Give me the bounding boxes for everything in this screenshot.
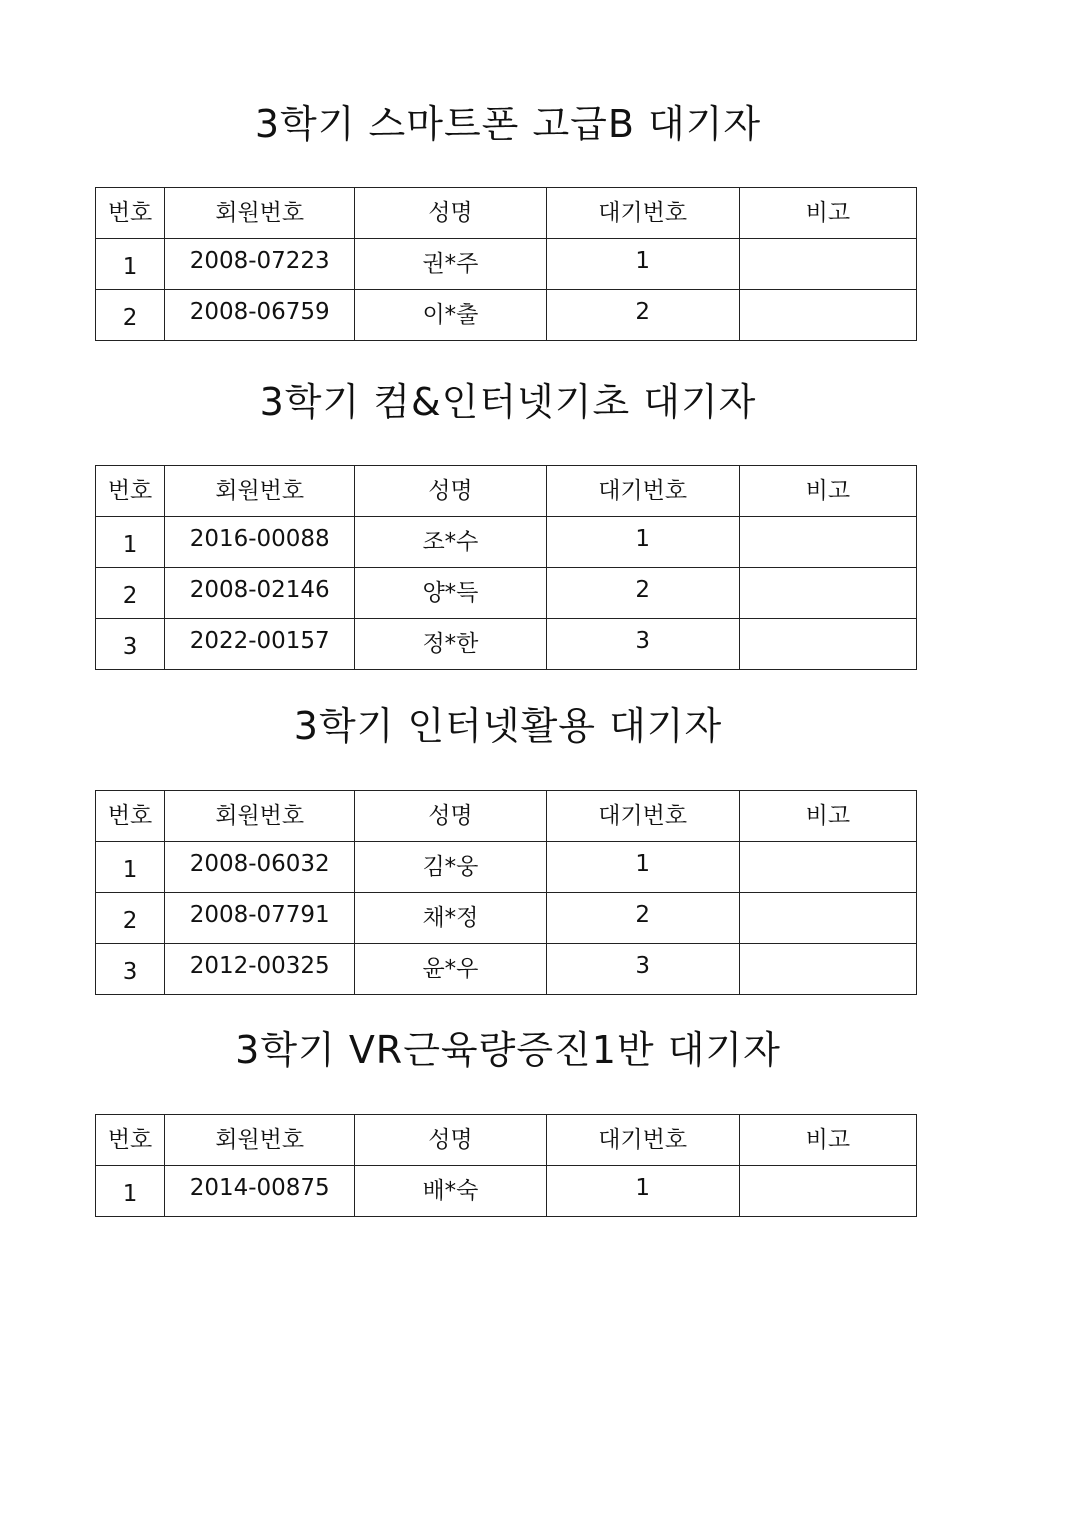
cell-name: 윤*우 (355, 944, 546, 995)
table-row (96, 893, 917, 944)
header-name: 성명 (355, 466, 546, 517)
cell-member-id: 2012-00325 (165, 944, 355, 995)
section-title: 3학기 인터넷활용 대기자 (293, 704, 723, 748)
table-row (96, 619, 917, 670)
cell-name: 배*숙 (355, 1166, 546, 1217)
header-member-id: 회원번호 (165, 466, 355, 517)
header-name: 성명 (355, 1115, 546, 1166)
header-note: 비고 (739, 1115, 916, 1166)
cell-member-id: 2008-06759 (165, 290, 355, 341)
cell-no: 1 (96, 842, 165, 893)
cell-note (739, 842, 916, 893)
table-row (96, 568, 917, 619)
cell-member-id: 2022-00157 (165, 619, 355, 670)
cell-no: 1 (96, 1166, 165, 1217)
cell-member-id: 2014-00875 (165, 1166, 355, 1217)
section-title: 3학기 스마트폰 고급B 대기자 (254, 102, 762, 146)
cell-wait-no: 2 (546, 893, 739, 944)
table-row (96, 944, 917, 995)
header-member-id: 회원번호 (165, 791, 355, 842)
cell-name: 이*출 (355, 290, 546, 341)
cell-no: 1 (96, 239, 165, 290)
table-header-row (96, 188, 917, 239)
header-note: 비고 (739, 791, 916, 842)
header-wait-no: 대기번호 (546, 791, 739, 842)
header-name: 성명 (355, 188, 546, 239)
waitlist-table (95, 465, 917, 670)
cell-wait-no: 1 (546, 239, 739, 290)
header-no: 번호 (96, 1115, 165, 1166)
header-name: 성명 (355, 791, 546, 842)
cell-member-id: 2008-07791 (165, 893, 355, 944)
cell-note (739, 1166, 916, 1217)
waitlist-table (95, 790, 917, 995)
cell-name: 양*득 (355, 568, 546, 619)
table-row (96, 290, 917, 341)
cell-no: 2 (96, 893, 165, 944)
cell-no: 3 (96, 619, 165, 670)
section-title: 3학기 컴&인터넷기초 대기자 (259, 380, 757, 424)
table-header-row (96, 1115, 917, 1166)
cell-note (739, 893, 916, 944)
header-note: 비고 (739, 188, 916, 239)
header-member-id: 회원번호 (165, 1115, 355, 1166)
cell-no: 1 (96, 517, 165, 568)
header-no: 번호 (96, 791, 165, 842)
cell-note (739, 290, 916, 341)
table-row (96, 842, 917, 893)
cell-name: 권*주 (355, 239, 546, 290)
header-wait-no: 대기번호 (546, 1115, 739, 1166)
cell-name: 김*웅 (355, 842, 546, 893)
cell-wait-no: 3 (546, 619, 739, 670)
cell-note (739, 517, 916, 568)
header-member-id: 회원번호 (165, 188, 355, 239)
cell-wait-no: 2 (546, 290, 739, 341)
cell-member-id: 2008-06032 (165, 842, 355, 893)
header-wait-no: 대기번호 (546, 466, 739, 517)
cell-member-id: 2008-02146 (165, 568, 355, 619)
cell-no: 2 (96, 290, 165, 341)
cell-wait-no: 3 (546, 944, 739, 995)
cell-name: 채*정 (355, 893, 546, 944)
cell-member-id: 2016-00088 (165, 517, 355, 568)
header-wait-no: 대기번호 (546, 188, 739, 239)
header-no: 번호 (96, 466, 165, 517)
table-header-row (96, 791, 917, 842)
cell-wait-no: 1 (546, 517, 739, 568)
cell-wait-no: 1 (546, 842, 739, 893)
header-note: 비고 (739, 466, 916, 517)
table-row (96, 239, 917, 290)
waitlist-table (95, 1114, 917, 1217)
cell-note (739, 568, 916, 619)
cell-no: 2 (96, 568, 165, 619)
table-row (96, 517, 917, 568)
cell-name: 정*한 (355, 619, 546, 670)
section-title: 3학기 VR근육량증진1반 대기자 (235, 1028, 781, 1072)
cell-note (739, 944, 916, 995)
table-row (96, 1166, 917, 1217)
cell-note (739, 239, 916, 290)
cell-wait-no: 1 (546, 1166, 739, 1217)
cell-member-id: 2008-07223 (165, 239, 355, 290)
table-header-row (96, 466, 917, 517)
cell-wait-no: 2 (546, 568, 739, 619)
cell-name: 조*수 (355, 517, 546, 568)
cell-note (739, 619, 916, 670)
cell-no: 3 (96, 944, 165, 995)
header-no: 번호 (96, 188, 165, 239)
waitlist-table (95, 187, 917, 341)
